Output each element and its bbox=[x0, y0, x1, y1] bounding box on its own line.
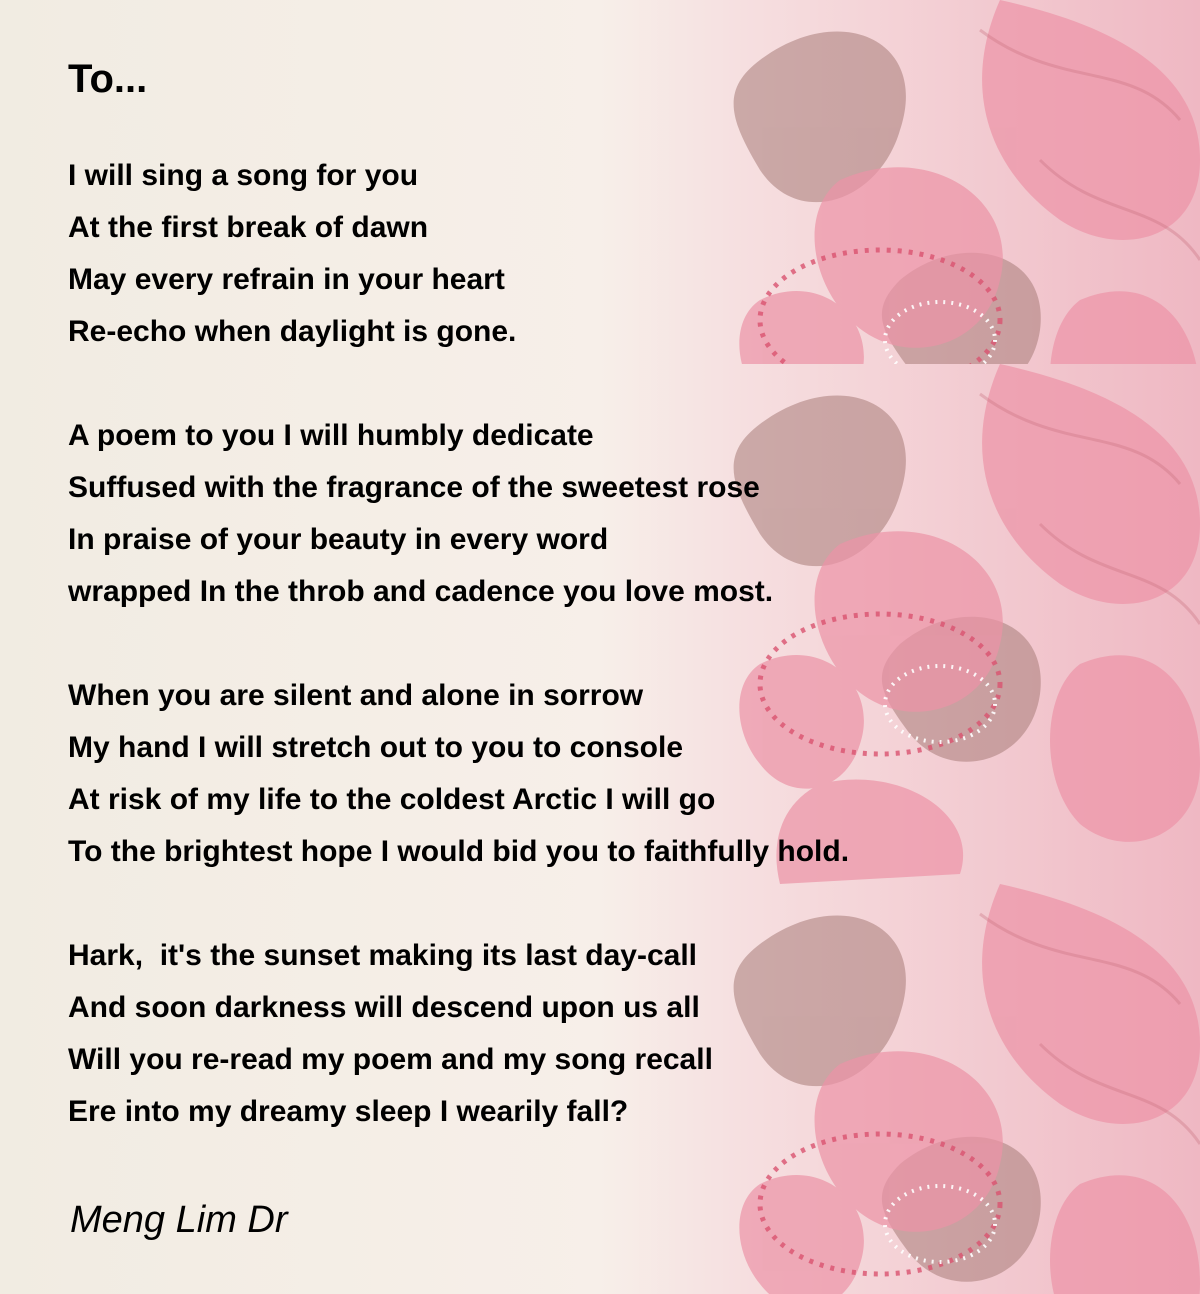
poem-line: My hand I will stretch out to you to console bbox=[68, 731, 684, 764]
poem-line: wrapped In the throb and cadence you love most. bbox=[68, 575, 774, 608]
poem-line: Will you re-read my poem and my song recall bbox=[68, 1043, 713, 1076]
poem-line: I will sing a song for you bbox=[68, 159, 419, 192]
poem-line: At risk of my life to the coldest Arctic I will go bbox=[68, 783, 716, 816]
stanza bbox=[68, 670, 849, 878]
poem-line: To the brightest hope I would bid you to faithfully hold. bbox=[68, 835, 850, 868]
stanza bbox=[68, 150, 516, 358]
poem-line: At the first break of dawn bbox=[68, 211, 429, 244]
poem-line: Ere into my dreamy sleep I wearily fall? bbox=[68, 1095, 629, 1128]
poem-line: And soon darkness will descend upon us all bbox=[68, 991, 700, 1024]
poem-line: A poem to you I will humbly dedicate bbox=[68, 419, 594, 452]
poem-line: Re-echo when daylight is gone. bbox=[68, 315, 517, 348]
poem-line: Hark, it's the sunset making its last day-call bbox=[68, 939, 698, 972]
poem-title: To... bbox=[68, 57, 148, 101]
poem-line: In praise of your beauty in every word bbox=[68, 523, 609, 556]
poem-author: Meng Lim Dr bbox=[70, 1199, 288, 1241]
poem-line: May every refrain in your heart bbox=[68, 263, 505, 296]
stanza bbox=[68, 930, 713, 1138]
poem-line: When you are silent and alone in sorrow bbox=[68, 679, 644, 712]
stanza bbox=[68, 410, 773, 618]
poem-line: Suffused with the fragrance of the sweetest rose bbox=[68, 471, 760, 504]
